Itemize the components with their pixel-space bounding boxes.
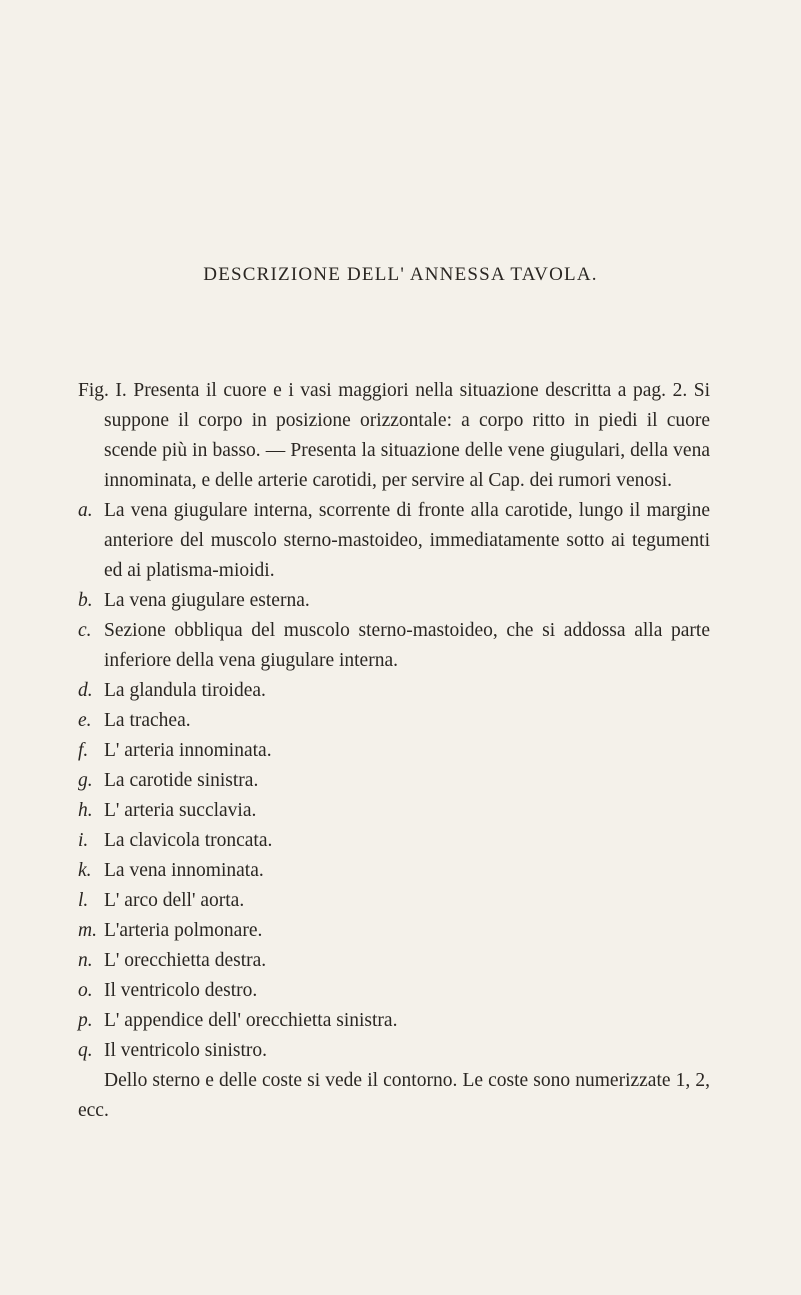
- legend-letter: p.: [78, 1010, 93, 1031]
- legend-letter: g.: [78, 770, 93, 791]
- legend-letter: n.: [78, 950, 93, 971]
- figure-intro-text: Presenta il cuore e i vasi maggiori nella situazione descritta a pag. 2. Si suppone il corpo in posizione orizzontale: a corpo ritto in piedi il cuore scende più in basso. — Presenta la situazione delle vene giugulari, della vena innominata, e delle arterie carotidi, per servire al Cap. dei rumori venosi.: [104, 380, 710, 491]
- legend-list: [78, 496, 710, 1066]
- legend-item: [78, 706, 710, 736]
- legend-letter: m.: [78, 920, 97, 941]
- legend-letter: b.: [78, 590, 93, 611]
- legend-item: [78, 826, 710, 856]
- description-body: [78, 376, 710, 1126]
- legend-text: La carotide sinistra.: [104, 770, 259, 791]
- legend-letter: i.: [78, 830, 89, 851]
- legend-item: [78, 946, 710, 976]
- legend-text: La vena giugulare interna, scorrente di fronte alla carotide, lungo il margine anteriore del muscolo sterno-mastoideo, immediatamente sotto ai tegumenti ed ai platisma-mioidi.: [104, 500, 710, 581]
- figure-label: Fig. I.: [78, 380, 127, 401]
- legend-text: La trachea.: [104, 710, 191, 731]
- legend-item: [78, 886, 710, 916]
- legend-letter: q.: [78, 1040, 93, 1061]
- legend-text: L' arteria succlavia.: [104, 800, 257, 821]
- legend-text: L' orecchietta destra.: [104, 950, 267, 971]
- legend-text: L' arco dell' aorta.: [104, 890, 245, 911]
- figure-intro: [78, 376, 710, 496]
- legend-item: [78, 796, 710, 826]
- legend-item: [78, 766, 710, 796]
- legend-item: [78, 1036, 710, 1066]
- legend-item: [78, 616, 710, 676]
- legend-letter: f.: [78, 740, 89, 761]
- legend-letter: e.: [78, 710, 92, 731]
- legend-text: La glandula tiroidea.: [104, 680, 266, 701]
- legend-letter: k.: [78, 860, 92, 881]
- legend-item: [78, 856, 710, 886]
- legend-text: La vena innominata.: [104, 860, 264, 881]
- legend-letter: c.: [78, 620, 92, 641]
- legend-text: L'arteria polmonare.: [104, 920, 263, 941]
- legend-letter: d.: [78, 680, 93, 701]
- legend-text: Il ventricolo destro.: [104, 980, 258, 1001]
- legend-letter: a.: [78, 500, 93, 521]
- page-title: DESCRIZIONE DELL' ANNESSA TAVOLA.: [203, 264, 598, 285]
- legend-item: [78, 976, 710, 1006]
- legend-text: L' appendice dell' orecchietta sinistra.: [104, 1010, 398, 1031]
- legend-text: L' arteria innominata.: [104, 740, 272, 761]
- legend-letter: l.: [78, 890, 89, 911]
- legend-item: [78, 916, 710, 946]
- closing-note: Dello sterno e delle coste si vede il contorno. Le coste sono numerizzate 1, 2, ecc.: [78, 1070, 710, 1121]
- legend-text: Sezione obbliqua del muscolo sterno-mastoideo, che si addossa alla parte inferiore della vena giugulare interna.: [104, 620, 710, 671]
- legend-item: [78, 496, 710, 586]
- legend-text: La vena giugulare esterna.: [104, 590, 310, 611]
- legend-text: Il ventricolo sinistro.: [104, 1040, 268, 1061]
- legend-item: [78, 586, 710, 616]
- legend-letter: o.: [78, 980, 93, 1001]
- legend-item: [78, 676, 710, 706]
- legend-item: [78, 1006, 710, 1036]
- legend-item: [78, 736, 710, 766]
- legend-text: La clavicola troncata.: [104, 830, 273, 851]
- legend-letter: h.: [78, 800, 93, 821]
